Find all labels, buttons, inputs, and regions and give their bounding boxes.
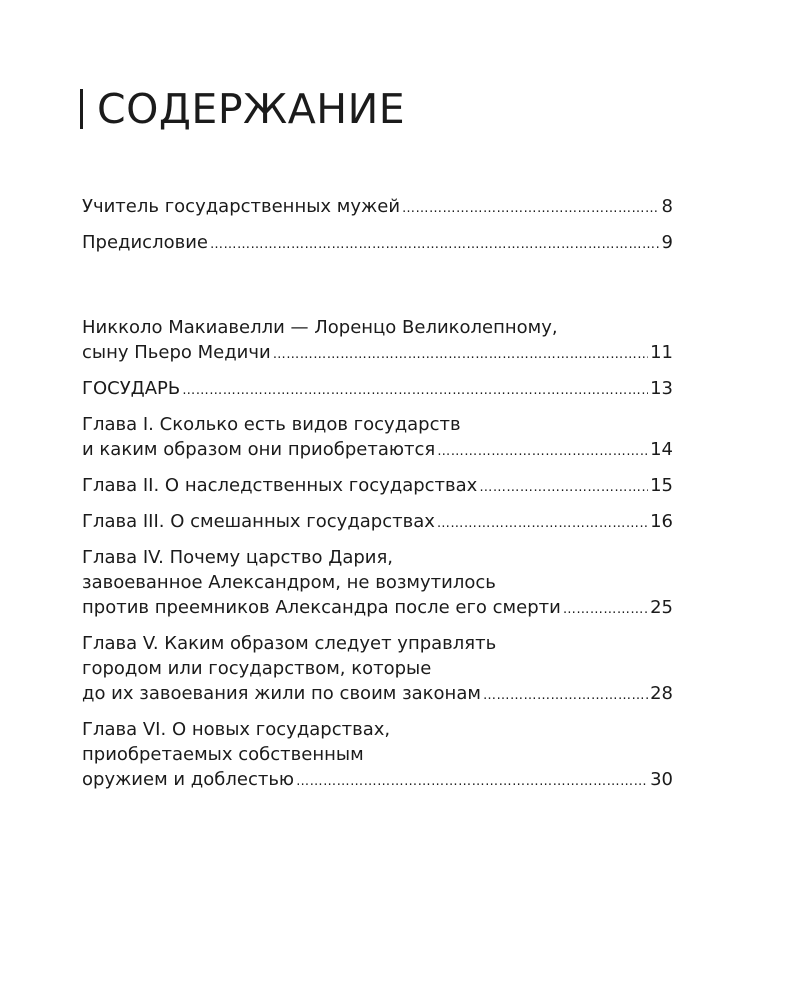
toc-entry-title: Глава IV. Почему царство Дария, (82, 547, 394, 568)
toc-front-matter (82, 194, 673, 266)
toc-entry (82, 412, 673, 462)
toc-entry-line (82, 473, 673, 498)
toc-page-number: 8 (661, 196, 673, 217)
toc-entry-line (82, 767, 673, 792)
dot-leader (437, 439, 648, 464)
dot-leader (437, 511, 648, 536)
toc-page-number: 28 (650, 683, 673, 704)
toc-entry-title: Глава VI. О новых государствах, (82, 719, 391, 740)
dot-leader (479, 475, 648, 500)
toc-page-number: 13 (650, 378, 673, 399)
dot-leader (402, 196, 660, 221)
toc-page-number: 15 (650, 475, 673, 496)
toc-page-number: 16 (650, 511, 673, 532)
toc-entry-title: и каким образом они приобретаются (82, 439, 436, 460)
dot-leader (563, 597, 648, 622)
toc-entry (82, 473, 673, 498)
toc-entry-line (82, 230, 673, 255)
toc-entry (82, 194, 673, 219)
toc-page-number: 11 (650, 342, 673, 363)
dot-leader (210, 232, 660, 257)
toc-entry (82, 230, 673, 255)
toc-entry-title: сыну Пьеро Медичи (82, 342, 271, 363)
toc-entry-title: Учитель государственных мужей (82, 196, 401, 217)
toc-entry-title: Глава V. Каким образом следует управлять (82, 633, 497, 654)
toc-entry-line (82, 681, 673, 706)
toc-entry-title: Глава III. О смешанных государствах (82, 511, 435, 532)
dot-leader (273, 342, 648, 367)
toc-main (82, 315, 673, 803)
toc-page-number: 14 (650, 439, 673, 460)
page-title: СОДЕРЖАНИЕ (97, 85, 406, 133)
toc-entry-title: до их завоевания жили по своим законам (82, 683, 481, 704)
toc-entry-title: городом или государством, которые (82, 658, 432, 679)
toc-page-number: 30 (650, 769, 673, 790)
dot-leader (296, 769, 648, 794)
toc-entry-title: против преемников Александра после его смерти (82, 597, 561, 618)
contents-heading (80, 84, 405, 134)
heading-bar (80, 89, 83, 129)
toc-entry-title: оружием и доблестью (82, 769, 295, 790)
toc-entry-title: Глава II. О наследственных государствах (82, 475, 478, 496)
toc-entry-line (82, 509, 673, 534)
toc-entry-line (82, 376, 673, 401)
toc-entry-title: Никколо Макиавелли — Лоренцо Великолепному, (82, 317, 558, 338)
toc-entry (82, 717, 673, 792)
toc-entry-title: завоеванное Александром, не возмутилось (82, 572, 496, 593)
toc-entry-line (82, 194, 673, 219)
dot-leader (182, 378, 648, 403)
dot-leader (483, 683, 648, 708)
toc-entry (82, 545, 673, 620)
toc-entry-line (82, 437, 673, 462)
toc-entry (82, 315, 673, 365)
toc-entry (82, 509, 673, 534)
toc-entry (82, 631, 673, 706)
toc-entry-line (82, 340, 673, 365)
toc-entry-title: ГОСУДАРЬ (82, 378, 181, 399)
toc-entry-title: приобретаемых собственным (82, 744, 364, 765)
toc-page-number: 9 (661, 232, 673, 253)
toc-page-number: 25 (650, 597, 673, 618)
toc-entry-line (82, 595, 673, 620)
toc-entry (82, 376, 673, 401)
toc-entry-title: Предисловие (82, 232, 208, 253)
toc-entry-title: Глава I. Сколько есть видов государств (82, 414, 461, 435)
